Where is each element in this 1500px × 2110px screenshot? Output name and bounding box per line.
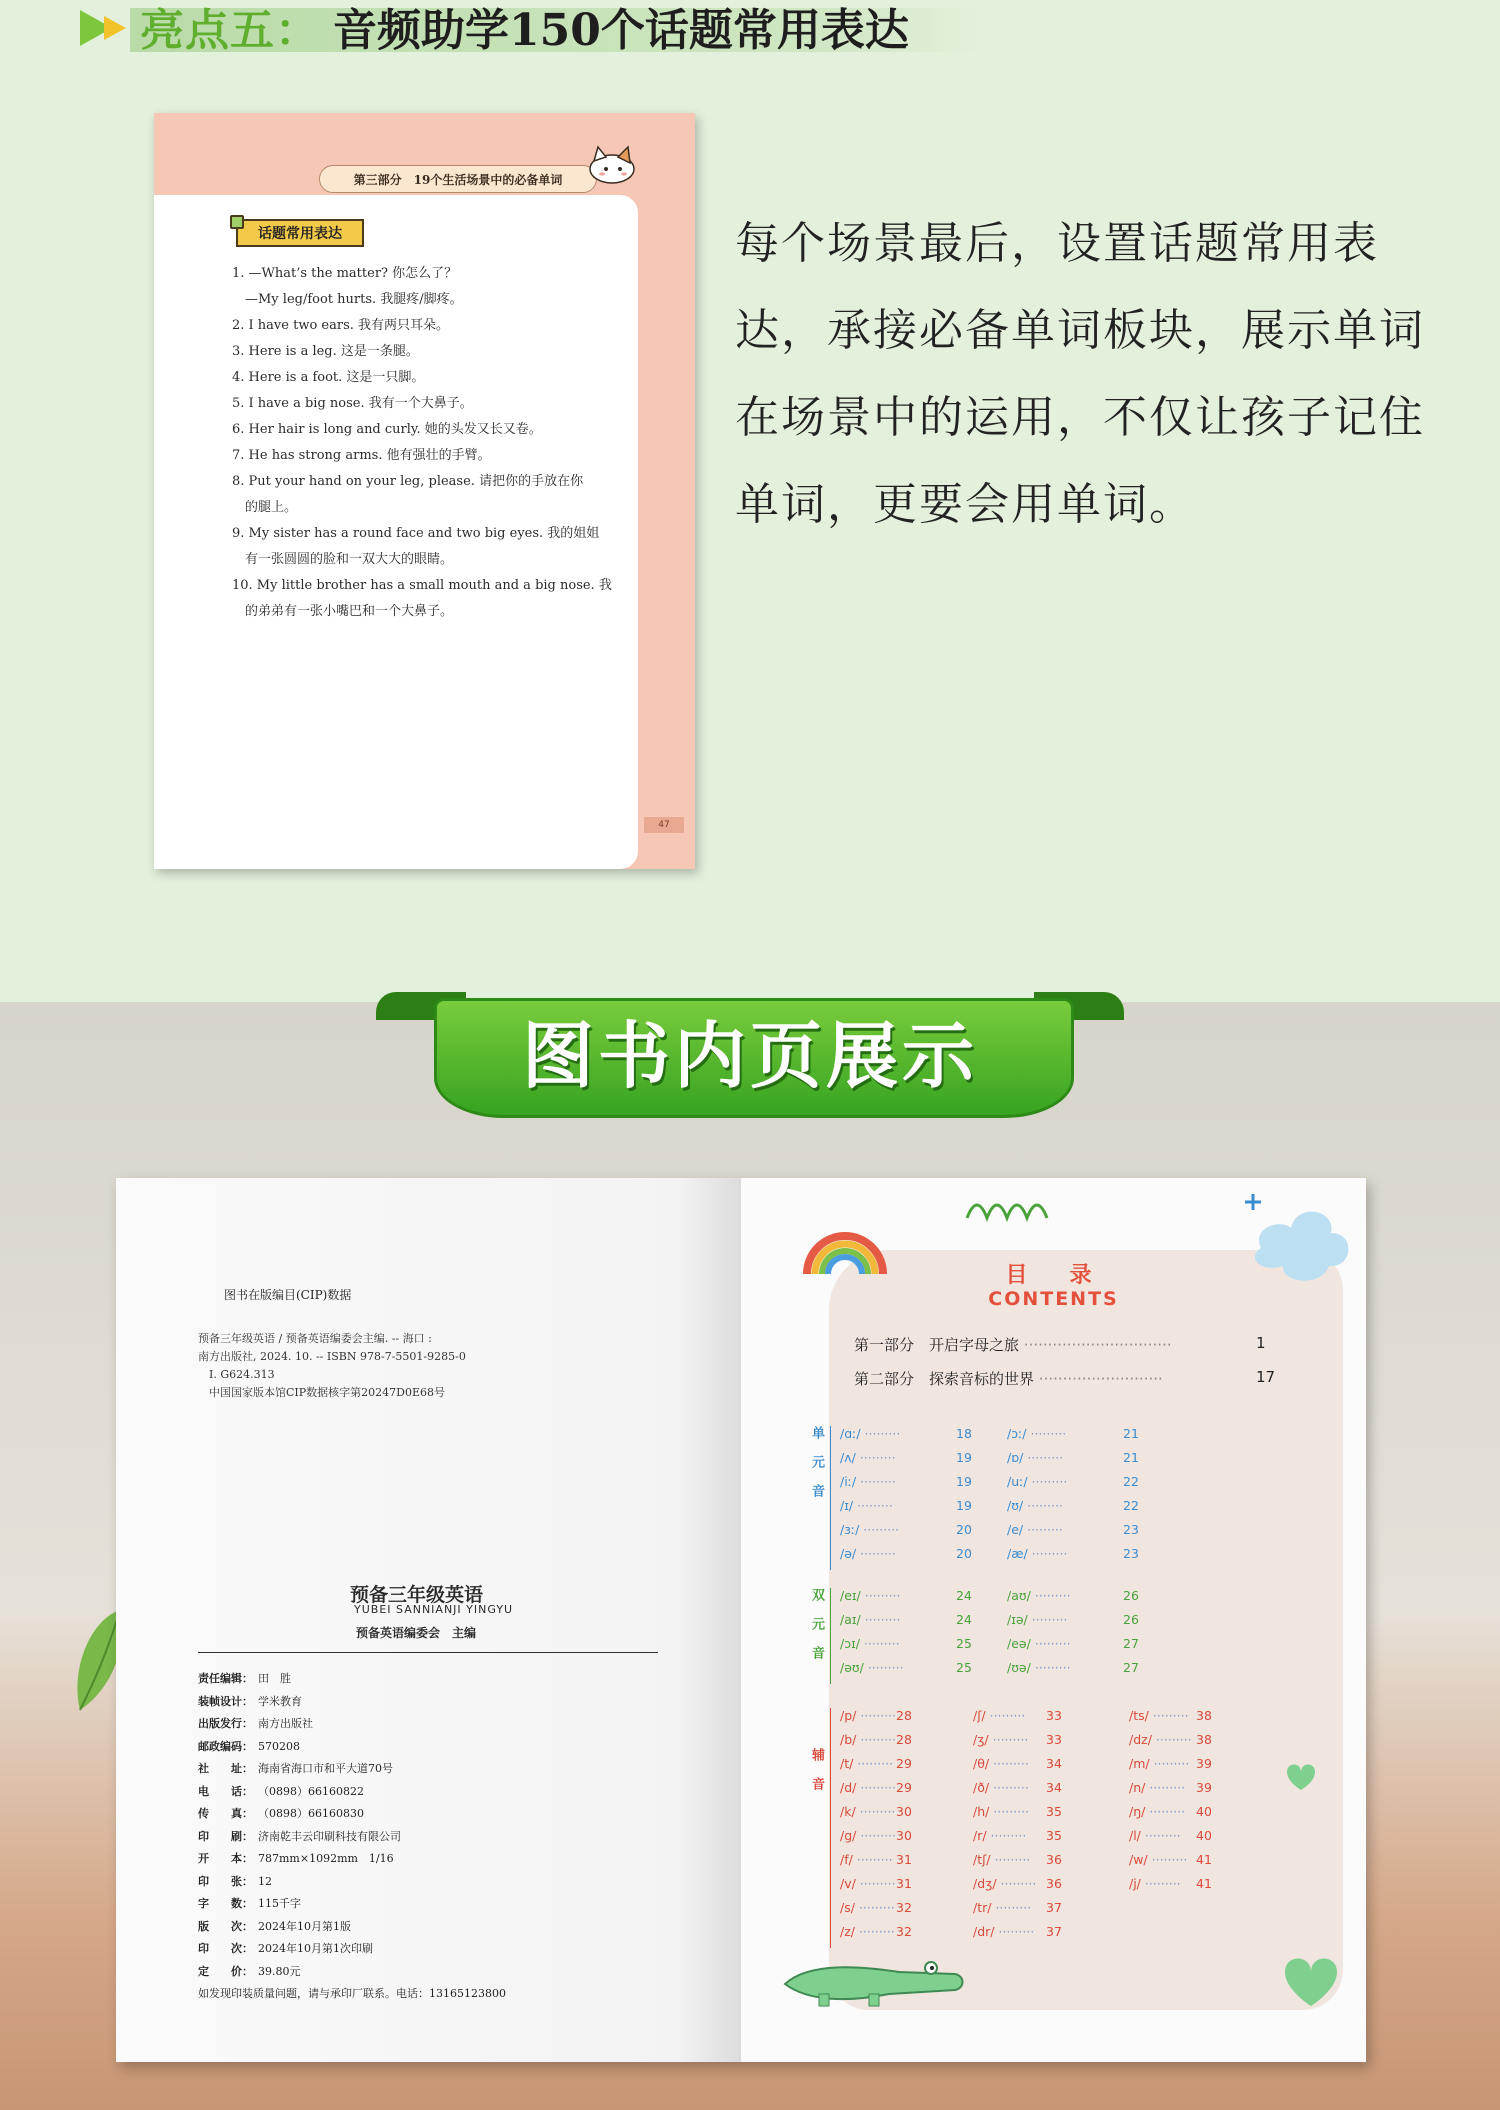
phonetic-entry: /ɪ/ ········· 19	[840, 1498, 972, 1513]
open-book	[116, 1178, 1366, 2062]
phonetic-entry: /ð/ ········· 34	[973, 1780, 1062, 1795]
info-row: 开 本： 787mm×1092mm 1/16	[198, 1852, 394, 1865]
cip-line: I. G624.313	[198, 1368, 275, 1381]
quality-note: 如发现印装质量问题，请与承印厂联系。电话：13165123800	[198, 1987, 506, 2000]
contents-title: 目 录	[1005, 1262, 1102, 1288]
info-row: 邮政编码： 570208	[198, 1739, 300, 1753]
squiggle-icon	[963, 1192, 1063, 1222]
expression-line: 1. —What’s the matter? 你怎么了？	[232, 266, 458, 281]
book-pinyin: YUBEI SANNIANJI YINGYU	[354, 1603, 514, 1616]
info-row: 印 刷： 济南乾丰云印刷科技有限公司	[198, 1829, 401, 1843]
phonetic-entry: /ɒ/ ········· 21	[1007, 1450, 1139, 1465]
book-editor: 预备英语编委会 主编	[356, 1626, 477, 1640]
phonetic-entry: /ɔɪ/ ········· 25	[840, 1636, 972, 1651]
expression-line: 7. He has strong arms. 他有强壮的手臂。	[232, 448, 491, 463]
heart-icon	[1281, 1758, 1351, 2018]
phonetic-entry: /æ/ ········· 23	[1007, 1546, 1139, 1561]
contents-subtitle: CONTENTS	[988, 1288, 1119, 1310]
expression-list	[232, 261, 642, 625]
phonetic-entry: /aʊ/ ········· 26	[1007, 1588, 1139, 1603]
feature-description: 每个场景最后，设置话题常用表达，承接必备单词板块，展示单词在场景中的运用，不仅让孩子记住单词，更要会用单词。	[735, 218, 1425, 530]
expression-line: 的弟弟有一张小嘴巴和一个大鼻子。	[232, 604, 454, 619]
book-title: 预备三年级英语	[350, 1584, 484, 1606]
phonetic-entry: /w/ ········· 41	[1129, 1852, 1212, 1867]
highlight-label: 亮点五：	[140, 5, 320, 56]
contents-part: 第二部分 探索音标的世界 ·························· 17	[854, 1368, 1276, 1388]
group-divider	[830, 1426, 831, 1570]
phonetic-entry: /e/ ········· 23	[1007, 1522, 1139, 1537]
cip-line: 预备三年级英语 / 预备英语编委会主编. -- 海口 :	[198, 1332, 432, 1345]
info-row: 社 址： 海南省海口市和平大道70号	[198, 1762, 393, 1775]
phonetic-entry: /ʃ/ ········· 33	[973, 1708, 1062, 1723]
phonetic-entry: /r/ ········· 35	[973, 1828, 1062, 1843]
phonetic-entry: /θ/ ········· 34	[973, 1756, 1062, 1771]
expression-line: 的腿上。	[232, 500, 298, 515]
phonetic-entry: /ʊ/ ········· 22	[1007, 1498, 1139, 1513]
cip-line: 中国国家版本馆CIP数据核字第20247D0E68号	[198, 1386, 445, 1399]
sample-page-header: 第三部分 19个生活场景中的必备单词	[319, 165, 597, 193]
page-number: 47	[644, 817, 684, 833]
phonetic-entry: /tr/ ········· 37	[973, 1900, 1062, 1915]
phonetic-entry: /f/ ········· 31	[840, 1852, 912, 1867]
expression-line: 3. Here is a leg. 这是一条腿。	[232, 344, 419, 359]
banner-title: 图书内页展示	[521, 1013, 978, 1098]
phonetic-entry: /n/ ········· 39	[1129, 1780, 1212, 1795]
phonetic-entry: /ʒ/ ········· 33	[973, 1732, 1062, 1747]
phonetic-entry: /ɔː/ ········· 21	[1007, 1426, 1139, 1441]
expression-line: 有一张圆圆的脸和一双大大的眼睛。	[232, 552, 454, 567]
cip-data	[198, 1330, 466, 1402]
info-row: 字 数： 115千字	[198, 1897, 301, 1910]
phonetic-entry: /g/ ········· 30	[840, 1828, 912, 1843]
phonetic-entry: /t/ ········· 29	[840, 1756, 912, 1771]
phonetic-entry: /eə/ ········· 27	[1007, 1636, 1139, 1651]
phonetic-entry: /s/ ········· 32	[840, 1900, 912, 1915]
phonetic-entry: /əʊ/ ········· 25	[840, 1660, 972, 1675]
phonetic-entry: /dr/ ········· 37	[973, 1924, 1062, 1939]
phonetic-entry: /tʃ/ ········· 36	[973, 1852, 1062, 1867]
phonetic-group-label: 双元音	[809, 1588, 824, 1675]
contents-panel	[829, 1250, 1343, 2010]
phonetic-entry: /ɪə/ ········· 26	[1007, 1612, 1139, 1627]
phonetic-entry: /ŋ/ ········· 40	[1129, 1804, 1212, 1819]
expression-line: 10. My little brother has a small mouth and a big nose. 我	[232, 578, 612, 593]
play-arrow-icon	[104, 16, 126, 40]
phonetic-entry: /uː/ ········· 22	[1007, 1474, 1139, 1489]
expression-line: 9. My sister has a round face and two big eyes. 我的姐姐	[232, 526, 600, 541]
phonetic-entry: /b/ ········· 28	[840, 1732, 912, 1747]
phonetic-entry: /iː/ ········· 19	[840, 1474, 972, 1489]
group-divider	[830, 1708, 831, 1948]
cip-title: 图书在版编目(CIP)数据	[224, 1288, 352, 1302]
phonetic-entry: /ɑː/ ········· 18	[840, 1426, 972, 1441]
info-row: 责任编辑： 田 胜	[198, 1672, 291, 1685]
phonetic-entry: /aɪ/ ········· 24	[840, 1612, 972, 1627]
info-row: 出版发行： 南方出版社	[198, 1717, 313, 1730]
phonetic-entry: /eɪ/ ········· 24	[840, 1588, 972, 1603]
copyright-page	[116, 1178, 741, 2062]
highlight-section	[0, 0, 1500, 1002]
phonetic-entry: /p/ ········· 28	[840, 1708, 912, 1723]
expression-line: 2. I have two ears. 我有两只耳朵。	[232, 318, 450, 333]
phonetic-entry: /ɜː/ ········· 20	[840, 1522, 972, 1537]
topic-expressions-tag: 话题常用表达	[236, 219, 364, 247]
contents-page	[741, 1178, 1366, 2062]
phonetic-entry: /k/ ········· 30	[840, 1804, 912, 1819]
phonetic-entry: /ə/ ········· 20	[840, 1546, 972, 1561]
phonetic-entry: /d/ ········· 29	[840, 1780, 912, 1795]
expression-line: —My leg/foot hurts. 我腿疼/脚疼。	[232, 292, 463, 307]
expression-line: 8. Put your hand on your leg, please. 请把你的手放在你	[232, 474, 584, 489]
expression-line: 4. Here is a foot. 这是一只脚。	[232, 370, 425, 385]
publication-info	[198, 1668, 506, 2006]
highlight-title: 音频助学150个话题常用表达	[333, 5, 909, 56]
info-row: 传 真： （0898）66160830	[198, 1807, 364, 1820]
info-row: 版 次： 2024年10月第1版	[198, 1919, 351, 1933]
inner-pages-banner	[376, 992, 1124, 1122]
phonetic-entry: /dz/ ········· 38	[1129, 1732, 1212, 1747]
phonetic-entry: /ʌ/ ········· 19	[840, 1450, 972, 1465]
info-row: 装帧设计： 学米教育	[198, 1694, 302, 1708]
phonetic-group-label: 辅音	[809, 1748, 824, 1806]
phonetic-entry: /z/ ········· 32	[840, 1924, 912, 1939]
phonetic-entry: /h/ ········· 35	[973, 1804, 1062, 1819]
phonetic-entry: /ts/ ········· 38	[1129, 1708, 1212, 1723]
group-divider	[830, 1588, 831, 1684]
cat-icon	[582, 141, 638, 185]
phonetic-group-label: 单元音	[809, 1426, 824, 1513]
phonetic-entry: /j/ ········· 41	[1129, 1876, 1212, 1891]
phonetic-entry: /v/ ········· 31	[840, 1876, 912, 1891]
divider	[198, 1652, 658, 1653]
phonetic-entry: /ʊə/ ········· 27	[1007, 1660, 1139, 1675]
info-row: 定 价： 39.80元	[198, 1964, 301, 1978]
sample-page	[154, 113, 695, 869]
contents-part: 第一部分 开启字母之旅 ······························· 1	[854, 1334, 1266, 1354]
crocodile-icon	[779, 1932, 969, 2008]
phonetic-entry: /dʒ/ ········· 36	[973, 1876, 1062, 1891]
phonetic-entry: /m/ ········· 39	[1129, 1756, 1212, 1771]
info-row: 电 话： （0898）66160822	[198, 1784, 364, 1798]
info-row: 印 张： 12	[198, 1874, 272, 1888]
expression-line: 5. I have a big nose. 我有一个大鼻子。	[232, 396, 473, 411]
phonetic-entry: /l/ ········· 40	[1129, 1828, 1212, 1843]
info-row: 印 次： 2024年10月第1次印刷	[198, 1942, 373, 1955]
expression-line: 6. Her hair is long and curly. 她的头发又长又卷。	[232, 422, 542, 437]
cip-line: 南方出版社, 2024. 10. -- ISBN 978-7-5501-9285-0	[198, 1350, 466, 1363]
